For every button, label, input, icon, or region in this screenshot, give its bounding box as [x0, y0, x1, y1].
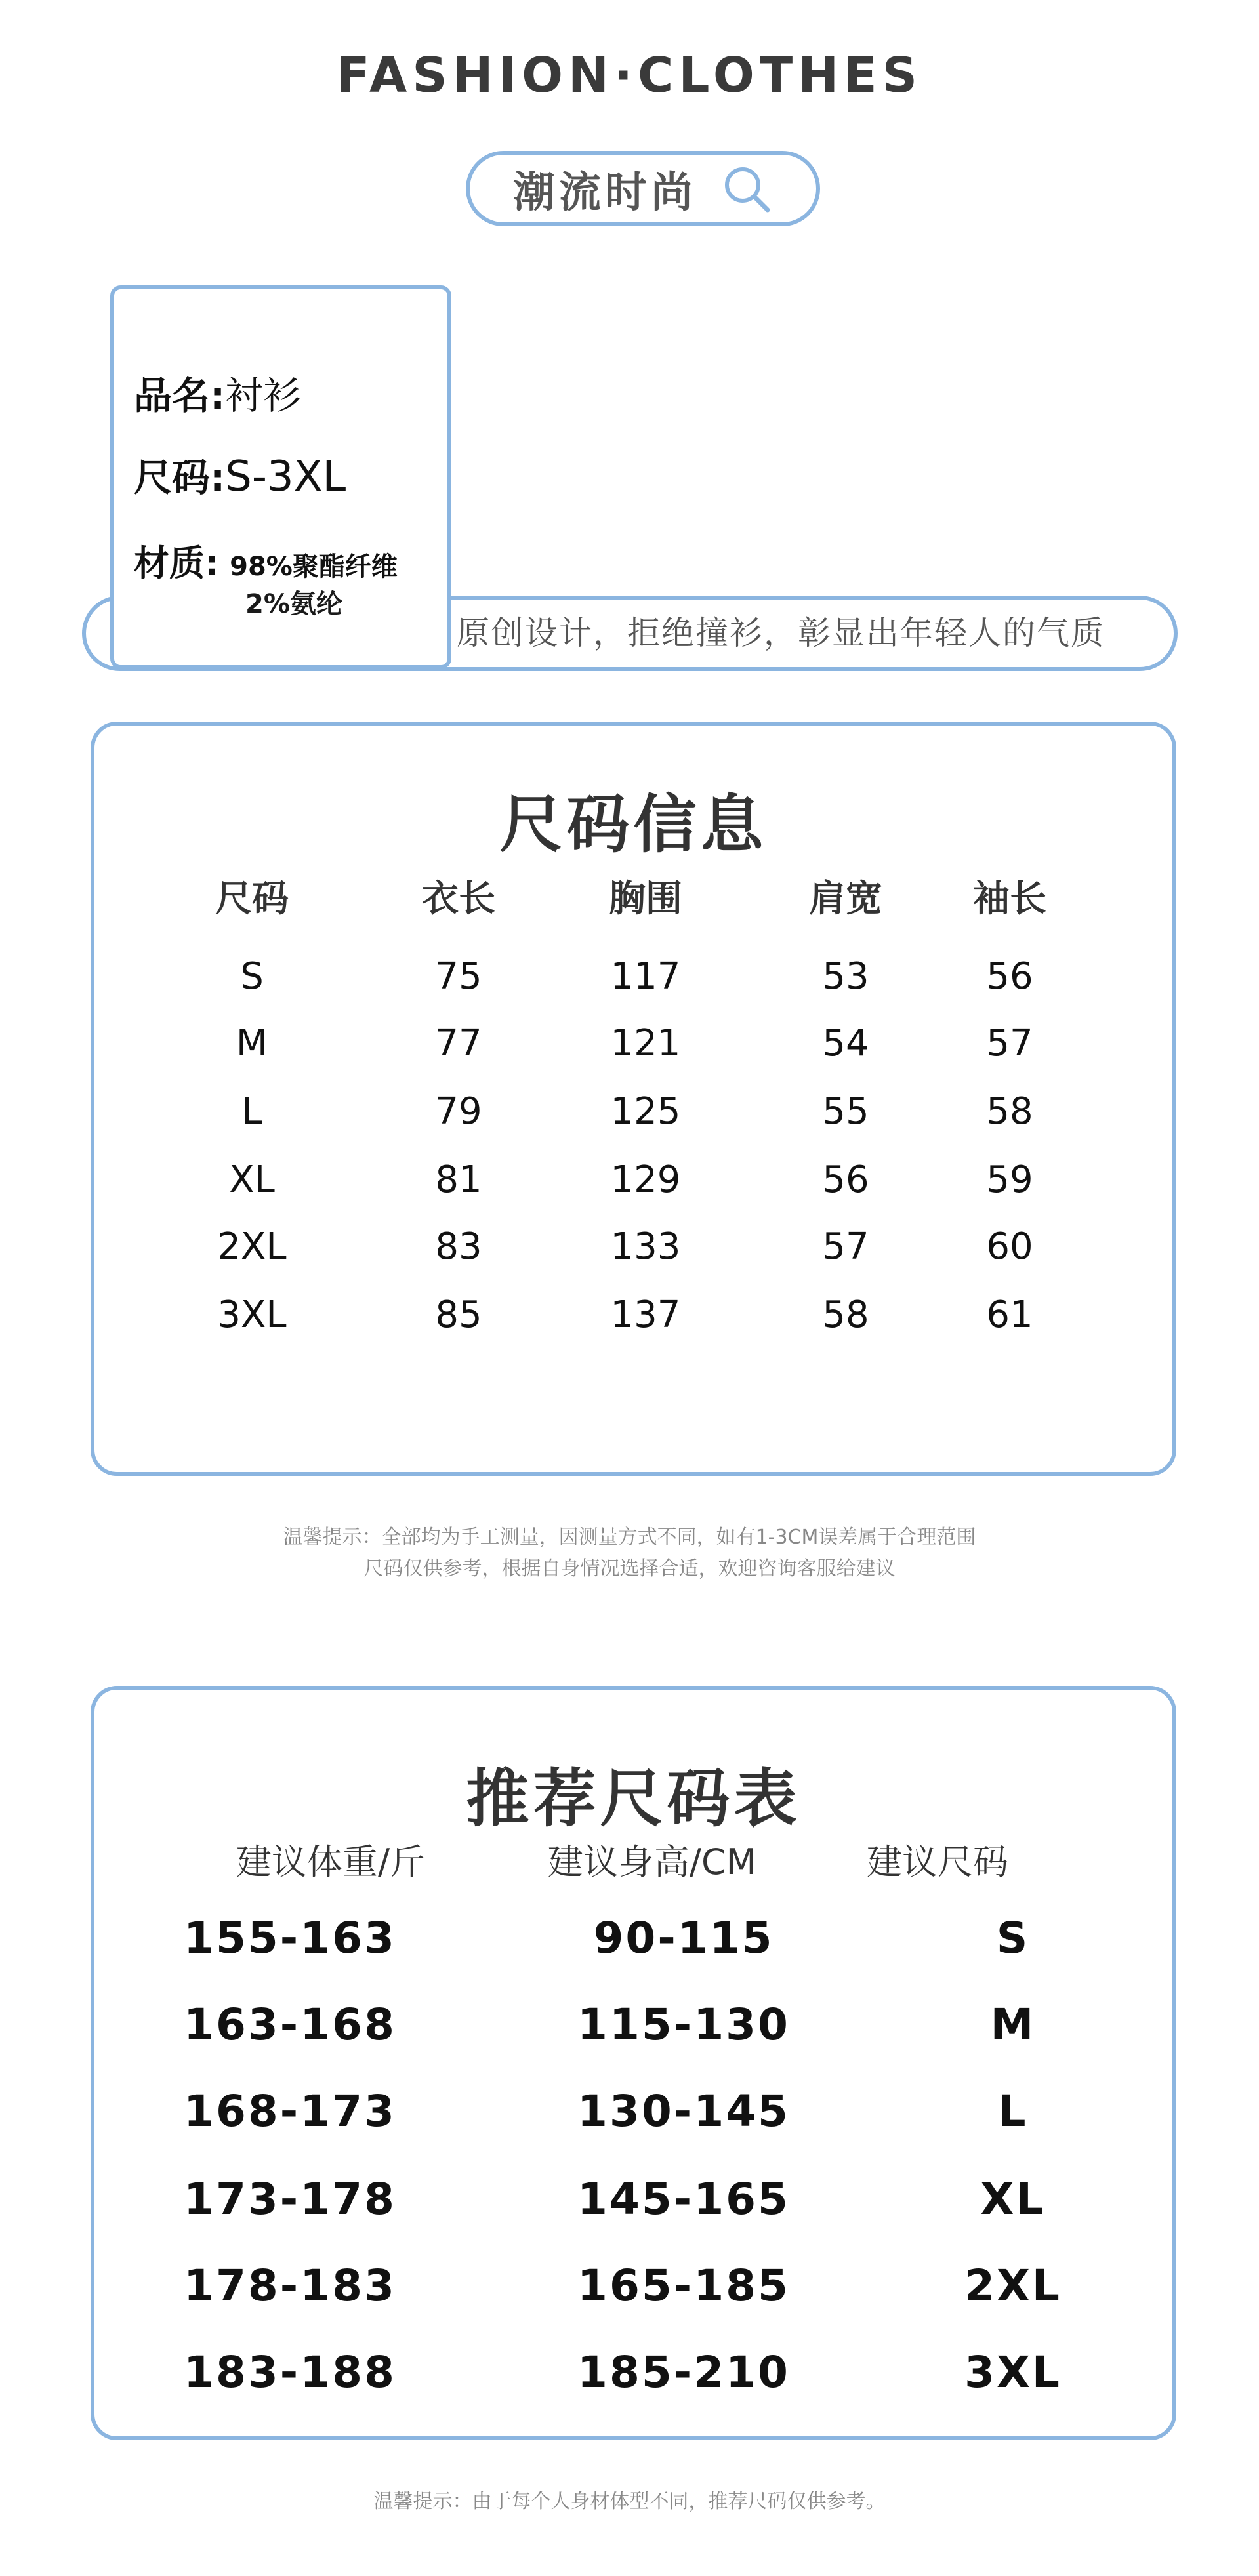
size-cell: 58 — [822, 1294, 869, 1336]
product-material-value-1: 98%聚酯纤维 — [230, 552, 398, 582]
recommend-cell: 183-188 — [184, 2347, 396, 2398]
recommend-cell: 145-165 — [577, 2174, 790, 2224]
size-info-title: 尺码信息 — [499, 788, 768, 861]
product-material-label: 材质: — [134, 542, 219, 584]
size-header-4: 袖长 — [973, 878, 1046, 920]
size-cell: 56 — [986, 955, 1033, 998]
size-cell: 61 — [986, 1294, 1033, 1336]
size-header-1: 衣长 — [422, 878, 495, 920]
size-cell: 125 — [610, 1090, 681, 1133]
size-cell: 133 — [610, 1225, 681, 1268]
search-tag[interactable] — [466, 151, 820, 226]
size-cell: S — [240, 955, 264, 998]
size-note-line-1: 温馨提示：全部均为手工测量，因测量方式不同，如有1-3CM误差属于合理范围 — [283, 1526, 976, 1549]
recommend-cell: 3XL — [964, 2347, 1062, 2398]
size-header-0: 尺码 — [215, 878, 289, 920]
size-cell: 53 — [822, 955, 869, 998]
recommend-cell: 2XL — [964, 2260, 1062, 2311]
recommend-cell: 163-168 — [184, 1999, 396, 2050]
recommend-cell: 178-183 — [184, 2260, 396, 2311]
size-cell: 57 — [822, 1225, 869, 1268]
search-tag-label: 潮流时尚 — [513, 168, 697, 217]
recommend-header-1: 建议身高/CM — [547, 1841, 757, 1883]
recommend-cell: M — [990, 1999, 1036, 2050]
product-name-value: 衬衫 — [225, 373, 302, 418]
recommend-cell: 115-130 — [577, 1999, 790, 2050]
size-cell: 54 — [822, 1022, 869, 1065]
size-cell: 85 — [435, 1294, 482, 1336]
size-cell: 121 — [610, 1022, 681, 1065]
size-info-panel — [91, 722, 1176, 1476]
size-cell: 58 — [986, 1090, 1033, 1133]
recommend-cell: 165-185 — [577, 2260, 790, 2311]
product-size-row — [134, 447, 346, 502]
recommend-note: 温馨提示：由于每个人身材体型不同，推荐尺码仅供参考。 — [373, 2490, 886, 2513]
product-material-row — [134, 535, 398, 586]
size-cell: 75 — [435, 955, 482, 998]
slogan-text: 原创设计，拒绝撞衫，彰显出年轻人的气质 — [457, 614, 1105, 652]
size-cell: 79 — [435, 1090, 482, 1133]
recommend-cell: 90-115 — [593, 1913, 774, 1963]
size-cell: M — [236, 1022, 268, 1065]
product-info-card — [110, 285, 451, 669]
size-cell: 81 — [435, 1158, 482, 1201]
size-header-3: 肩宽 — [809, 878, 882, 920]
recommend-header-0: 建议体重/斤 — [236, 1841, 426, 1883]
recommend-cell: 155-163 — [184, 1913, 396, 1963]
recommend-cell: 185-210 — [577, 2347, 790, 2398]
size-cell: 60 — [986, 1225, 1033, 1268]
size-cell: 83 — [435, 1225, 482, 1268]
size-cell: 129 — [610, 1158, 681, 1201]
size-cell: 117 — [610, 955, 681, 998]
size-header-2: 胸围 — [609, 878, 682, 920]
product-size-value: S-3XL — [225, 453, 346, 501]
size-cell: 59 — [986, 1158, 1033, 1201]
product-size-label: 尺码: — [134, 455, 226, 500]
size-cell: 77 — [435, 1022, 482, 1065]
recommend-cell: 173-178 — [184, 2174, 396, 2224]
size-cell: 56 — [822, 1158, 869, 1201]
size-cell: 57 — [986, 1022, 1033, 1065]
recommend-cell: 168-173 — [184, 2086, 396, 2136]
size-cell: 137 — [610, 1294, 681, 1336]
search-icon — [720, 163, 773, 215]
size-cell: XL — [229, 1158, 275, 1201]
product-material-value-2: 2%氨纶 — [245, 589, 342, 619]
product-name-label: 品名: — [134, 373, 226, 418]
product-name-row — [134, 365, 301, 420]
size-cell: 3XL — [217, 1294, 287, 1336]
size-cell: L — [241, 1090, 262, 1133]
recommend-cell: 130-145 — [577, 2086, 790, 2136]
recommend-cell: XL — [980, 2174, 1046, 2224]
recommend-cell: L — [998, 2086, 1028, 2136]
size-cell: 2XL — [217, 1225, 287, 1268]
size-note-line-2: 尺码仅供参考，根据自身情况选择合适，欢迎咨询客服给建议 — [363, 1557, 896, 1580]
recommend-panel — [91, 1686, 1176, 2440]
recommend-cell: S — [996, 1913, 1030, 1963]
recommend-title: 推荐尺码表 — [466, 1762, 801, 1835]
page-title: FASHION·CLOTHES — [336, 47, 923, 104]
recommend-header-2: 建议尺码 — [867, 1841, 1008, 1883]
size-cell: 55 — [822, 1090, 869, 1133]
